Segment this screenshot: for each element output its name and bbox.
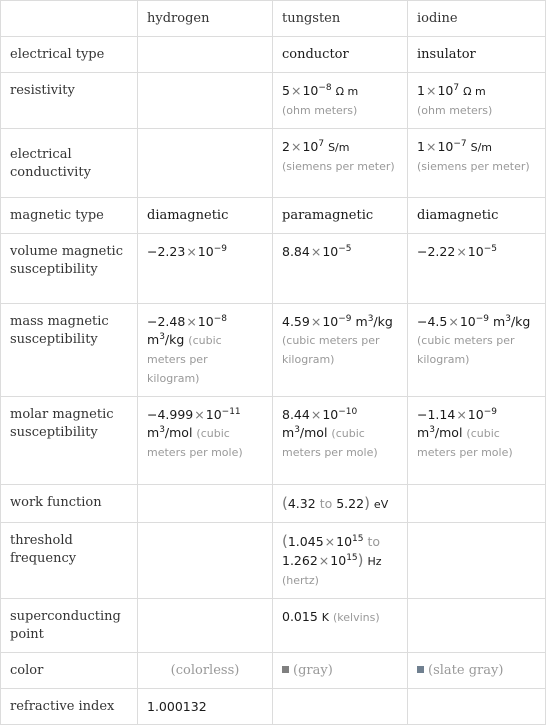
unit-main: m [493,314,506,329]
column-header-iodine: iodine [408,1,546,37]
cell-tungsten [273,653,408,689]
cell-tungsten [273,129,408,198]
row-label: magnetic type [1,198,138,234]
unit-exponent: 3 [505,314,511,324]
header-row [1,1,546,37]
unit-note: (ohm meters) [282,104,358,117]
cell-iodine [408,653,546,689]
exponent: −10 [338,407,358,417]
row-electrical-type [1,37,546,73]
cell-iodine [408,599,546,653]
row-volume-magnetic-susceptibility [1,234,546,304]
row-threshold-frequency [1,523,546,599]
row-label: molar magnetic susceptibility [1,397,138,485]
unit-exponent: 3 [294,425,300,435]
exponent: 7 [318,139,325,149]
base: 10 [197,314,214,329]
times-symbol: × [290,83,302,98]
exponent: −8 [318,83,332,93]
unit: Ω m [463,85,486,98]
unit-note: (cubic meters per kilogram) [417,334,515,366]
row-superconducting-point [1,599,546,653]
open-paren: ( [282,494,288,512]
unit-denominator: /kg [164,332,185,347]
unit: K [321,611,329,624]
cell-tungsten [273,523,408,599]
row-label: resistivity [1,73,138,129]
mantissa: −2.23 [147,244,186,259]
row-resistivity [1,73,546,129]
unit: S/m [470,141,493,154]
base: 10 [459,314,476,329]
cell-hydrogen [138,304,273,397]
exponent: −9 [483,407,497,417]
unit-note: (cubic meters per mole) [417,427,513,459]
exponent: −9 [475,314,490,324]
cell-iodine [408,397,546,485]
corner-cell [1,1,138,37]
times-symbol: × [425,83,437,98]
row-label: color [1,653,138,689]
base: 10 [197,244,214,259]
cell-tungsten [273,304,408,397]
cell-iodine [408,485,546,523]
cell-iodine [408,234,546,304]
cell-iodine: insulator [408,37,546,73]
cell-tungsten: conductor [273,37,408,73]
row-label: electrical conductivity [1,129,138,198]
mantissa: −1.14 [417,407,456,422]
high-mantissa: 1.262 [282,553,318,568]
unit-denominator: /mol [164,425,193,440]
unit-denominator: /kg [373,314,393,329]
mantissa: −2.48 [147,314,186,329]
unit-note: (cubic meters per kilogram) [282,334,380,366]
row-label: volume magnetic susceptibility [1,234,138,304]
cell-tungsten [273,73,408,129]
cell-iodine [408,73,546,129]
cell-hydrogen: 1.000132 [138,689,273,725]
unit-note: (hertz) [282,574,319,587]
cell-iodine [408,129,546,198]
unit-note: (kelvins) [332,611,380,624]
times-symbol: × [186,244,197,259]
high-exponent: 15 [346,553,358,563]
mantissa: −4.999 [147,407,194,422]
base: 10 [205,407,222,422]
open-paren: ( [282,532,288,550]
unit-exponent: 3 [429,425,435,435]
unit-main: m [147,425,160,440]
cell-hydrogen [138,37,273,73]
mantissa: 2 [282,139,290,154]
range-high: 5.22 [336,496,365,511]
cell-hydrogen [138,234,273,304]
mantissa: −4.5 [417,314,448,329]
base: 10 [330,553,347,568]
unit-denominator: /mol [434,425,463,440]
base: 10 [467,244,484,259]
color-swatch [282,666,289,673]
range-low: 4.32 [287,496,316,511]
mantissa: 1 [417,139,425,154]
color-name: (slate gray) [428,663,504,678]
base: 10 [302,83,319,98]
exponent: −8 [213,314,227,324]
unit: eV [373,498,389,511]
times-symbol: × [290,139,302,154]
mantissa: 8.84 [282,244,310,259]
mantissa: −2.22 [417,244,456,259]
unit-exponent: 3 [159,332,165,342]
close-paren: ) [364,494,370,512]
close-paren: ) [357,551,364,569]
row-label: superconducting point [1,599,138,653]
cell-hydrogen [138,397,273,485]
cell-tungsten [273,599,408,653]
cell-iodine: diamagnetic [408,198,546,234]
times-symbol: × [324,534,336,549]
base: 10 [322,407,339,422]
row-label: refractive index [1,689,138,725]
unit: Hz [367,555,382,568]
base: 10 [467,407,484,422]
cell-hydrogen [138,523,273,599]
low-mantissa: 1.045 [287,534,324,549]
unit-note: (cubic meters per mole) [147,427,243,459]
row-label: mass magnetic susceptibility [1,304,138,397]
base: 10 [437,83,454,98]
exponent: −9 [338,314,352,324]
value: 0.015 [282,609,318,624]
unit-denominator: /mol [299,425,328,440]
times-symbol: × [186,314,197,329]
exponent: −7 [453,139,467,149]
cell-iodine [408,304,546,397]
cell-tungsten [273,485,408,523]
cell-hydrogen [138,485,273,523]
times-symbol: × [310,407,322,422]
low-exponent: 15 [352,534,364,544]
column-header-hydrogen: hydrogen [138,1,273,37]
unit-main: m [355,314,368,329]
unit-note: (cubic meters per mole) [282,427,378,459]
cell-hydrogen: (colorless) [138,653,273,689]
row-electrical-conductivity [1,129,546,198]
exponent: −5 [483,244,497,254]
row-magnetic-type [1,198,546,234]
unit: S/m [328,141,350,154]
mantissa: 5 [282,83,290,98]
mantissa: 1 [417,83,425,98]
row-label: electrical type [1,37,138,73]
unit-note: (siemens per meter) [282,160,395,173]
row-mass-magnetic-susceptibility [1,304,546,397]
unit-exponent: 3 [367,314,374,324]
cell-tungsten [273,397,408,485]
unit-main: m [147,332,160,347]
cell-hydrogen [138,129,273,198]
range-to: to [367,534,381,549]
times-symbol: × [456,244,467,259]
color-swatch [417,666,424,673]
row-label: threshold frequency [1,523,138,599]
unit-note: (cubic meters per kilogram) [147,334,222,385]
unit-main: m [417,425,430,440]
exponent: −11 [221,407,241,417]
times-symbol: × [448,314,459,329]
base: 10 [336,534,353,549]
range-to: to [319,496,333,511]
cell-tungsten [273,234,408,304]
times-symbol: × [456,407,467,422]
exponent: −9 [213,244,227,254]
times-symbol: × [194,407,205,422]
times-symbol: × [310,244,322,259]
unit-main: m [282,425,295,440]
cell-hydrogen [138,599,273,653]
row-molar-magnetic-susceptibility [1,397,546,485]
base: 10 [322,244,339,259]
times-symbol: × [318,553,330,568]
exponent: 7 [453,83,460,93]
column-header-tungsten: tungsten [273,1,408,37]
cell-hydrogen: diamagnetic [138,198,273,234]
row-color [1,653,546,689]
cell-hydrogen [138,73,273,129]
unit-exponent: 3 [159,425,165,435]
base: 10 [322,314,339,329]
unit-note: (ohm meters) [417,104,493,117]
mantissa: 8.44 [282,407,310,422]
times-symbol: × [310,314,322,329]
unit-note: (siemens per meter) [417,160,530,173]
unit: Ω m [335,85,359,98]
cell-tungsten: paramagnetic [273,198,408,234]
times-symbol: × [425,139,437,154]
base: 10 [302,139,319,154]
exponent: −5 [338,244,352,254]
color-name: (gray) [293,663,333,678]
row-work-function [1,485,546,523]
unit-denominator: /kg [510,314,531,329]
cell-iodine [408,523,546,599]
mantissa: 4.59 [282,314,310,329]
row-label: work function [1,485,138,523]
base: 10 [437,139,454,154]
